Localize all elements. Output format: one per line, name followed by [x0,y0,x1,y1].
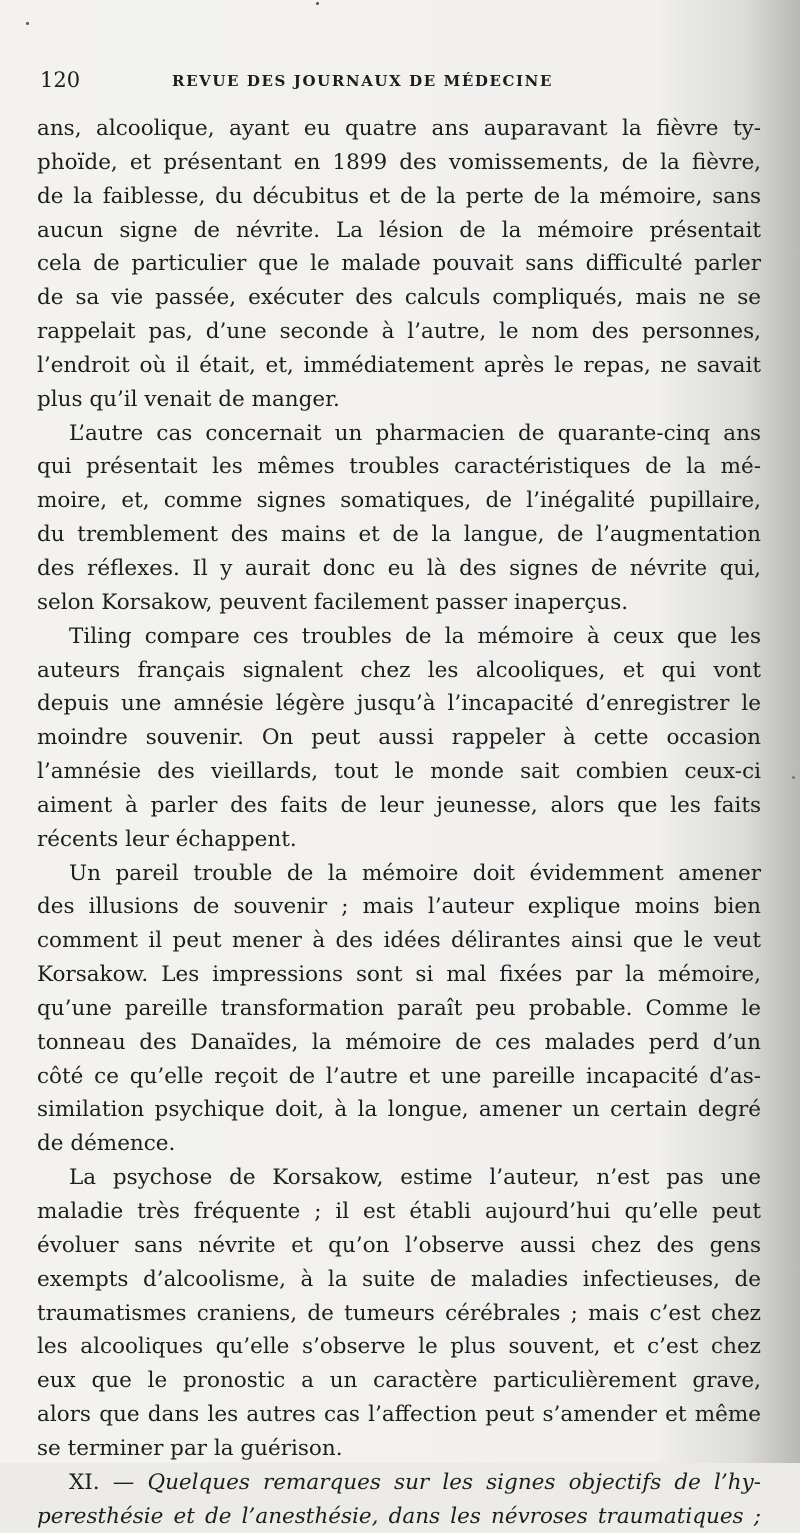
text-line: de la faiblesse, du décubitus et de la perte de la mémoire, sans [37,183,761,209]
text-line: récents leur échappent. [37,826,297,852]
text-line: du tremblement des mains et de la langue, de l’augmentation [37,522,761,548]
body-text [37,112,761,1533]
text-line: l’amnésie des vieillards, tout le monde sait combien ceux-ci [37,759,761,785]
text-line: les alcooliques qu’elle s’observe le plus souvent, et c’est chez [37,1334,761,1360]
text-line: de démence. [37,1131,176,1157]
section-heading-line [37,1466,761,1500]
text-line: qu’une pareille transformation paraît peu probable. Comme le [37,995,761,1021]
text-line: aucun signe de névrite. La lésion de la mémoire présentait [37,217,761,243]
text-line: traumatismes craniens, de tumeurs cérébrales ; mais c’est chez [37,1300,761,1326]
text-line: similation psychique doit, à la longue, amener un certain degré [37,1097,761,1123]
text-line: moindre souvenir. On peut aussi rappeler à cette occasion [37,725,761,751]
text-line: aiment à parler des faits de leur jeunesse, alors que les faits [37,792,761,818]
scan-speck [316,2,319,5]
text-line: depuis une amnésie légère jusqu’à l’incapacité d’enregistrer le [37,691,761,717]
text-line: auteurs français signalent chez les alcooliques, et qui vont [37,657,761,683]
scan-speck [792,776,795,779]
text-line: selon Korsakow, peuvent facilement passer inaperçus. [37,589,629,615]
text-line: tonneau des Danaïdes, la mémoire de ces malades perd d’un [37,1029,761,1055]
text-line: plus qu’il venait de manger. [37,386,340,412]
text-line: alors que dans les autres cas l’affection peut s’amender et même [37,1402,761,1428]
section-title-continued: peresthésie et de l’anesthésie, dans les névroses traumatiques ; [37,1503,761,1529]
text-line: La psychose de Korsakow, estime l’auteur, n’est pas une [69,1165,761,1191]
text-line: se terminer par la guérison. [37,1435,343,1461]
text-line: des illusions de souvenir ; mais l’auteur explique moins bien [37,894,761,920]
section-numeral: XI. — [69,1469,135,1495]
running-head [40,68,760,98]
section-title: Quelques remarques sur les signes objectifs de l’hy- [147,1469,761,1495]
text-line: Korsakow. Les impressions sont si mal fixées par la mémoire, [37,962,761,988]
text-line: comment il peut mener à des idées délirantes ainsi que le veut [37,928,761,954]
text-line: exempts d’alcoolisme, à la suite de maladies infectieuses, de [37,1266,761,1292]
text-line: côté ce qu’elle reçoit de l’autre et une pareille incapacité d’as- [37,1063,761,1089]
text-line: moire, et, comme signes somatiques, de l’inégalité pupillaire, [37,488,761,514]
text-line: qui présentait les mêmes troubles caractéristiques de la mé- [37,454,761,480]
text-line: des réflexes. Il y aurait donc eu là des signes de névrite qui, [37,555,761,581]
journal-title: REVUE DES JOURNAUX DE MÉDECINE [172,72,554,90]
text-line: Tiling compare ces troubles de la mémoire à ceux que les [69,623,761,649]
text-line: maladie très fréquente ; il est établi aujourd’hui qu’elle peut [37,1199,761,1224]
text-line: Un pareil trouble de la mémoire doit évidemment amener [69,860,761,886]
text-line: ans, alcoolique, ayant eu quatre ans auparavant la fièvre ty- [37,116,761,141]
text-line: eux que le pronostic a un caractère particulièrement grave, [37,1368,761,1394]
text-line: l’endroit où il était, et, immédiatement après le repas, ne savait [37,352,761,378]
text-line: phoïde, et présentant en 1899 des vomissements, de la fièvre, [37,149,761,175]
text-line: cela de particulier que le malade pouvait sans difficulté parler [37,251,761,277]
scan-speck [26,22,29,25]
text-line: de sa vie passée, exécuter des calculs compliqués, mais ne se [37,285,761,311]
text-line: L’autre cas concernait un pharmacien de quarante-cinq ans [69,420,761,446]
text-line: évoluer sans névrite et qu’on l’observe aussi chez des gens [37,1232,761,1258]
page-number: 120 [40,68,81,92]
text-line: rappelait pas, d’une seconde à l’autre, le nom des personnes, [37,319,761,345]
